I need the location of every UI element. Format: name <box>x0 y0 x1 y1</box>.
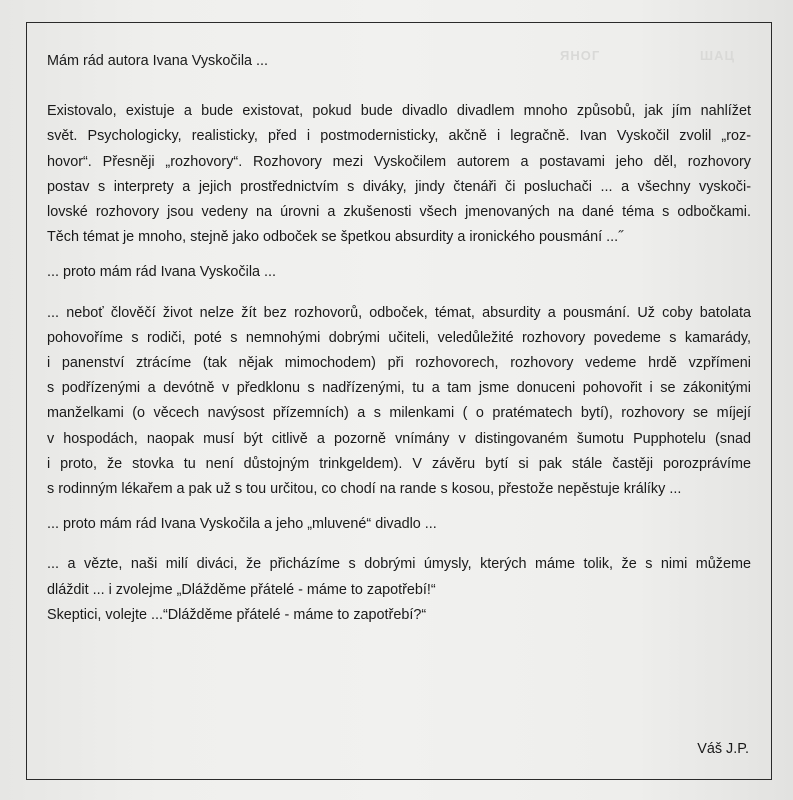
show-through-text-left: ЯНОГ <box>560 48 601 63</box>
paragraph-1 <box>47 99 751 250</box>
text-line: ... a vězte, naši milí diváci, že přicházíme s dobrými úmysly, kterých máme tolik, že s nimi můžeme <box>47 556 751 573</box>
text-line: ... neboť člověčí život nelze žít bez rozhovorů, odboček, témat, absurdity a pousmání. Už coby batolata <box>47 304 751 321</box>
text-line: postav s interprety a jejich prostřednictvím s diváky, jindy čtenáři či posluchači ... a všechny vyskoči- <box>47 178 751 195</box>
show-through-text-right: ШАЦ <box>700 48 735 63</box>
text-line: Skeptici, volejte ...“Dlážděme přátelé - máme to zapotřebí?“ <box>47 606 427 623</box>
text-line: pohovoříme s rodiči, poté s nemnohými dobrými učiteli, veledůležité rozhovory povedeme s kamarády, <box>47 329 751 346</box>
text-line: s podřízenými a devótně v předklonu s nadřízenými, tu a tam jsme donuceni pohovořit i se zákonitými <box>47 380 751 397</box>
text-line: dláždit ... i zvolejme „Dlážděme přátelé - máme to zapotřebí!“ <box>47 581 436 598</box>
text-line: hovor“. Přesněji „rozhovory“. Rozhovory mezi Vyskočilem autorem a postavami jeho děl, rozhovory <box>47 153 751 170</box>
text-line: Těch témat je mnoho, stejně jako odboček se špetkou absurdity a ironického pousmání ...˝ <box>47 229 623 246</box>
text-line: v hospodách, naopak musí být citlivě a pozorně vnímány v distingovaném šumotu Pupphotelu (snad <box>47 430 751 447</box>
text-line: manželkami (o věcech navýsost přízemních) a s milenkami ( o pratématech bytí), rozhovory se míjejí <box>47 405 751 422</box>
document-body <box>47 49 751 628</box>
paragraph-2 <box>47 301 751 503</box>
refrain-2: ... proto mám rád Ivana Vyskočila a jeho „mluvené“ divadlo ... <box>47 516 437 533</box>
text-line: lovské rozhovory jsou vedeny na úrovni a zkušenosti všech jmenovaných na dané téma s odbočkami. <box>47 204 751 221</box>
signature: Váš J.P. <box>697 741 749 757</box>
text-line: Existovalo, existuje a bude existovat, pokud bude divadlo divadlem mnoho způsobů, jak jím nahlížet <box>47 103 751 120</box>
text-line: i proto, že stovka tu není důstojným trinkgeldem). V závěru bytí si pak stále častěji porozprávíme <box>47 455 751 472</box>
paragraph-3 <box>47 552 751 628</box>
refrain-1: ... proto mám rád Ivana Vyskočila ... <box>47 264 277 281</box>
text-line: i panenství ztrácíme (tak nějak mimochodem) při rozhovorech, rozhovory vedeme hrdě vzpřímeni <box>47 355 751 372</box>
text-line: s rodinným lékařem a pak už s tou určitou, co chodí na rande s kosou, přestože nepěstuje králíky ... <box>47 481 682 498</box>
text-line: svět. Psychologicky, realisticky, před i postmodernisticky, akčně i legračně. Ivan Vyskočil zvolil „roz- <box>47 128 751 145</box>
heading: Mám rád autora Ivana Vyskočila ... <box>47 53 269 69</box>
